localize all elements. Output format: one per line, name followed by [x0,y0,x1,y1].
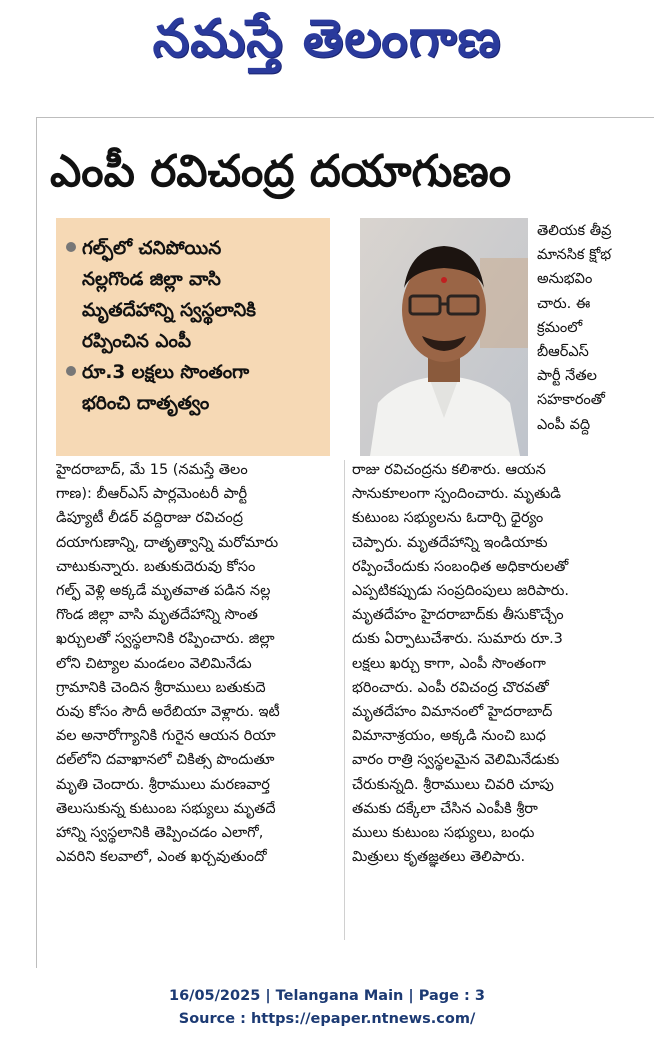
text-line: భరించారు. ఎంపీ రవిచంద్ర చొరవతో [352,679,549,696]
text-line: దయాగుణాన్ని, దాతృత్వాన్ని మరోమారు [56,534,279,551]
right-intro-column [537,219,647,437]
highlight-line: నల్లగొండ జిల్లా వాసి [82,269,221,290]
highlight-line: రూ.3 లక్షలు సొంతంగా [66,357,320,388]
article-headline: ఎంపీ రవిచంద్ర దయాగుణం [50,146,511,197]
highlight-line: రప్పించిన ఎంపీ [82,331,192,352]
bullet-icon [66,366,76,376]
text-line: సానుకూలంగా స్పందించారు. మృతుడి [352,486,561,503]
highlight-line: భరించి దాతృత్వం [82,393,210,414]
text-line: మానసిక క్షోభ [537,247,612,264]
text-line: రువు కోసం సౌదీ అరేబియా వెళ్లారు. ఇటీ [56,704,280,721]
mp-portrait-photo [360,218,528,456]
text-line: రాజు రవిచంద్రను కలిశారు. ఆయన [352,462,546,478]
text-line: లోని చిట్యాల మండలం వెలిమినేడు [56,655,252,672]
text-line: మృతదేహం విమానంలో హైదరాబాద్ [352,704,553,721]
footer-edition-info: 16/05/2025 | Telangana Main | Page : 3 [168,988,485,1004]
text-line: ఎంపీ వద్ది [537,416,591,433]
text-line: క్రమంలో [537,319,583,336]
text-line: గొండ జిల్లా వాసి మృతదేహాన్ని సొంత [56,607,258,624]
text-line: చెప్పారు. మృతదేహాన్ని ఇండియాకు [352,534,548,551]
text-line: ములు కుటుంబ సభ్యులు, బంధు [352,825,535,842]
text-line: మిత్రులు కృతజ్ఞతలు తెలిపారు. [352,849,526,866]
text-line: చాటుకున్నారు. బతుకుదెరువు కోసం [56,558,256,575]
text-line: డిప్యూటీ లీడర్ వద్దిరాజు రవిచంద్ర [56,510,244,527]
text-line: సహకారంతో [537,392,605,409]
text-line: లక్షలు ఖర్చు కాగా, ఎంపీ సొంతంగా [352,655,546,672]
text-line: మృతి చెందారు. శ్రీరాములు మరణవార్త [56,776,270,793]
text-line: తెలుసుకున్న కుటుంబ సభ్యులు మృతదే [56,800,276,817]
text-line: హైదరాబాద్, మే 15 (నమస్తే తెలం [56,462,248,478]
column-divider [344,460,345,940]
text-line: ఖర్చులతో స్వస్థలానికి రప్పించారు. జిల్లా [56,631,275,648]
article-column-left [56,458,340,869]
article-column-right [352,458,642,869]
text-line: వారం రాత్రి స్వస్థలమైన వెలిమినేడుకు [352,752,560,769]
portrait-illustration [360,218,528,456]
text-line: వల అనారోగ్యానికి గురైన ఆయన రియా [56,728,276,745]
text-line: మృతదేహం హైదరాబాద్‌కు తీసుకొచ్చేం [352,607,564,624]
text-line: పార్టీ నేతల [537,368,597,385]
text-line: తమకు దక్కేలా చేసిన ఎంపీకి శ్రీరా [352,800,538,817]
masthead-title: నమస్తే తెలంగాణ [152,9,502,69]
bullet-icon [66,242,76,252]
footer-source-link[interactable]: Source : https://epaper.ntnews.com/ [178,1011,476,1027]
highlight-line: మృతదేహాన్ని స్వస్థలానికి [82,300,256,321]
text-line: చేరుకున్నది. శ్రీరాములు చివరి చూపు [352,776,554,793]
text-line: గ్రామానికి చెందిన శ్రీరాములు బతుకుదె [56,679,266,696]
text-line: ఎప్పటికప్పుడు సంప్రదింపులు జరిపారు. [352,583,570,600]
text-line: ఎవరిని కలవాలో, ఎంత ఖర్చవుతుందో [56,849,267,866]
highlight-line: గల్ఫ్‌లో చనిపోయిన [66,233,320,264]
highlights-box [56,218,330,456]
masthead [0,0,654,80]
text-line: దల్‌లోని దవాఖానలో చికిత్స పొందుతూ [56,752,275,769]
text-line: అనుభవిం [537,271,593,288]
text-line: హాన్ని స్వస్థలానికి తెప్పించడం ఎలాగో, [56,825,264,842]
text-line: గల్ఫ్ వెళ్లి అక్కడే మృతవాత పడిన నల్ల [56,583,271,600]
text-line: కుటుంబ సభ్యులను ఓదార్చి ధైర్యం [352,510,544,527]
text-line: బీఆర్‌ఎస్ [537,344,589,361]
text-line: రప్పించేందుకు సంబంధిత అధికారులతో [352,558,569,575]
text-line: తెలియక తీవ్ర [537,223,612,239]
text-line: చారు. ఈ [537,295,591,312]
text-line: దుకు ఏర్పాటుచేశారు. సుమారు రూ.3 [352,631,563,648]
text-line: గాణ): బీఆర్‌ఎస్ పార్లమెంటరీ పార్టీ [56,486,248,503]
text-line: విమానాశ్రయం, అక్కడి నుంచి బుధ [352,728,546,745]
